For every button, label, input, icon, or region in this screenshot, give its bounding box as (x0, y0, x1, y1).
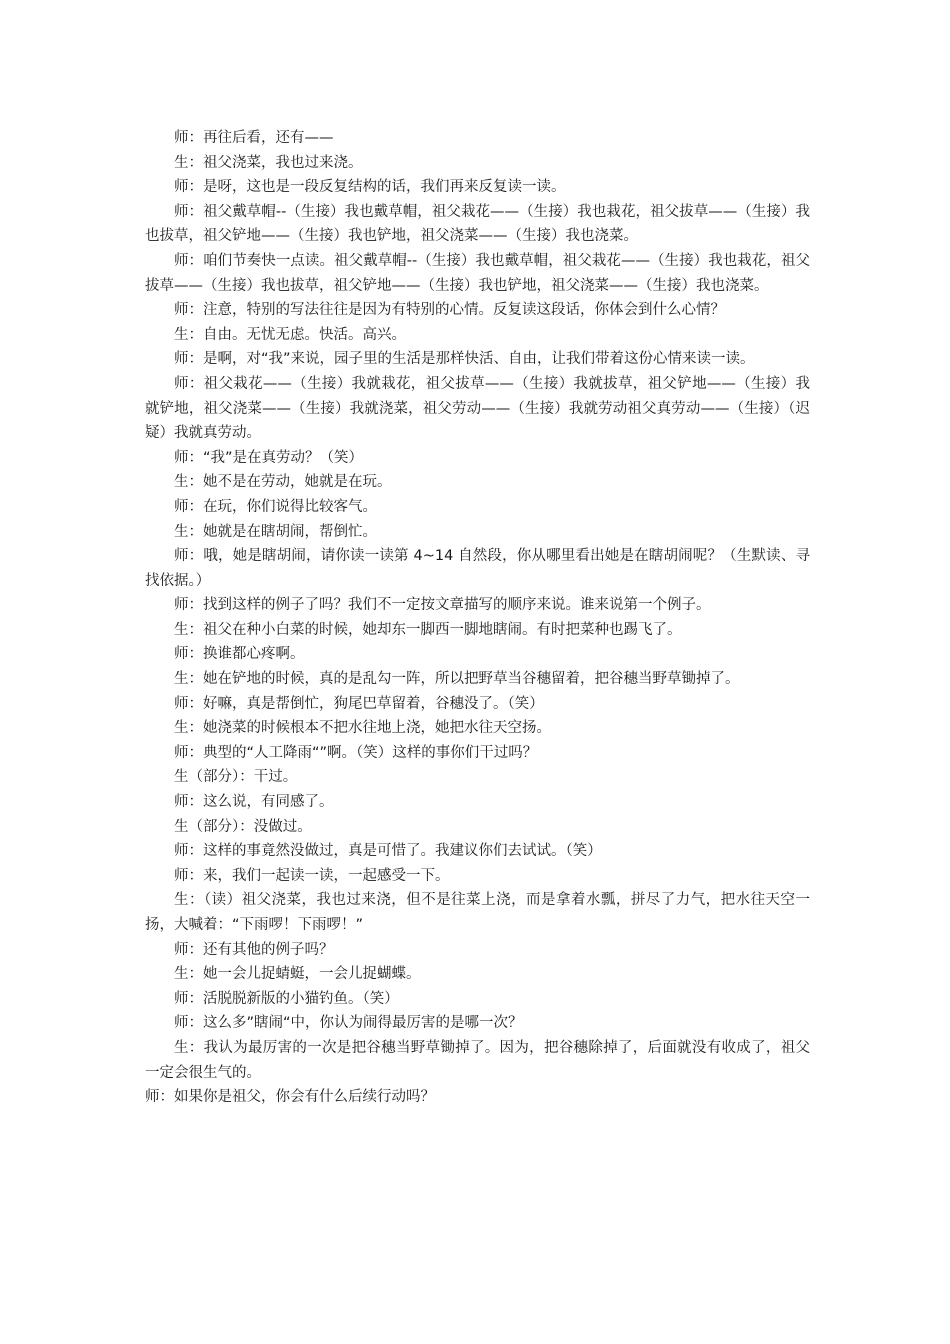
document-body (145, 126, 810, 1110)
paragraph: 师：这样的事竟然没做过，真是可惜了。我建议你们去试试。（笑） (174, 843, 602, 860)
paragraph: 师：换谁都心疼啊。 (174, 646, 305, 663)
paragraph: 师：这么说，有同感了。 (174, 794, 334, 811)
paragraph: 生：我认为最厉害的一次是把谷穗当野草锄掉了。因为，把谷穗除掉了，后面就没有收成了，祖父一定会很生气的。 (145, 1039, 810, 1081)
paragraph: 师：还有其他的例子吗？ (174, 941, 334, 958)
paragraph: 生（部分）：没做过。 (174, 818, 312, 835)
paragraph: 师：咱们节奏快一点读。祖父戴草帽--（生接）我也戴草帽，祖父栽花——（生接）我也栽花，祖父拔草——（生接）我也拔草，祖父铲地——（生接）我也铲地，祖父浇菜——（生接）我也浇菜。 (145, 252, 810, 294)
paragraph: 师：祖父戴草帽--（生接）我也戴草帽，祖父栽花——（生接）我也栽花，祖父拔草——（生接）我也拔草，祖父铲地——（生接）我也铲地，祖父浇菜——（生接）我也浇菜。 (145, 203, 810, 245)
paragraph: 师：在玩，你们说得比较客气。 (174, 498, 377, 515)
paragraph: 师：注意，特别的写法往往是因为有特别的心情。反复读这段话，你体会到什么心情？ (174, 302, 725, 319)
paragraph: 师：哦，她是瞎胡闹，请你读一读第 4~14 自然段，你从哪里看出她是在瞎胡闹呢？（生默读、寻找依据。） (145, 548, 810, 589)
paragraph: 师：这么多”瞎闹“中，你认为闹得最厉害的是哪一次？ (174, 1015, 523, 1032)
paragraph: 生：（读）祖父浇菜，我也过来浇，但不是往菜上浇，而是拿着水瓢，拼尽了力气，把水往天空一扬，大喊着：“下雨啰！下雨啰！” (145, 892, 810, 933)
paragraph: 生：她浇菜的时候根本不把水往地上浇，她把水往天空扬。 (174, 720, 551, 737)
paragraph: 生（部分）：干过。 (174, 769, 298, 786)
paragraph: 师：典型的“人工降雨“”啊。（笑）这样的事你们干过吗？ (174, 744, 538, 761)
paragraph: 生：她不是在劳动，她就是在玩。 (174, 474, 392, 491)
paragraph: 师：找到这样的例子了吗？我们不一定按文章描写的顺序来说。谁来说第一个例子。 (174, 597, 711, 614)
paragraph: 师：活脱脱新版的小猫钓鱼。（笑） (174, 990, 399, 1007)
paragraph: 生：祖父在种小白菜的时候，她却东一脚西一脚地瞎闹。有时把菜种也踢飞了。 (174, 621, 682, 638)
paragraph: 生：自由。无忧无虑。快活。高兴。 (174, 326, 406, 343)
paragraph: 师：来，我们一起读一读，一起感受一下。 (174, 867, 450, 884)
paragraph: 师：祖父栽花——（生接）我就栽花，祖父拔草——（生接）我就拔草，祖父铲地——（生接）我就铲地，祖父浇菜——（生接）我就浇菜，祖父劳动——（生接）我就劳动祖父真劳动——（生接）（迟疑）我就真劳动。 (145, 375, 810, 442)
paragraph: 生：她一会儿捉蜻蜓，一会儿捉蝴蝶。 (174, 966, 421, 983)
paragraph: 生：她在铲地的时候，真的是乱勾一阵，所以把野草当谷穗留着，把谷穗当野草锄掉了。 (174, 671, 740, 688)
paragraph: 师：好嘛，真是帮倒忙，狗尾巴草留着，谷穗没了。（笑） (174, 695, 544, 712)
paragraph: 师：如果你是祖父，你会有什么后续行动吗？ (145, 1089, 435, 1106)
paragraph: 师：是呀，这也是一段反复结构的话，我们再来反复读一读。 (174, 179, 566, 196)
paragraph: 师：再往后看，还有—— (174, 130, 334, 146)
paragraph: 生：她就是在瞎胡闹，帮倒忙。 (174, 523, 377, 540)
paragraph: 师：“我”是在真劳动？（笑） (174, 449, 364, 466)
paragraph: 师：是啊，对“我”来说，园子里的生活是那样快活、自由，让我们带着这份心情来读一读。 (174, 351, 755, 368)
paragraph: 生：祖父浇菜，我也过来浇。 (174, 154, 363, 171)
